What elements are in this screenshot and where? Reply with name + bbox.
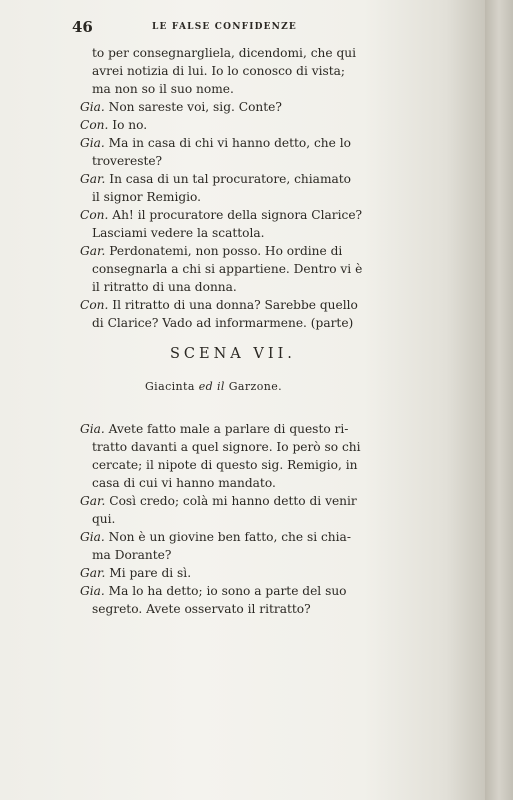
dialogue-line (80, 584, 347, 598)
speaker-label: Con. (80, 118, 109, 132)
dialogue-line (80, 530, 351, 544)
character-name: Giacinta (145, 380, 195, 393)
speech-continuation: trovereste? (92, 154, 163, 168)
scene-title: SCENA VII. (170, 346, 296, 362)
speech-text: Non sareste voi, sig. Conte? (108, 100, 282, 114)
speech-text: Io no. (112, 118, 148, 132)
speech-text: Ah! il procuratore della signora Clarice? (112, 208, 363, 222)
speaker-label: Gar. (80, 566, 106, 580)
text-line: avrei notizia di lui. Io lo conosco di vista; (92, 64, 346, 78)
character-name: Garzone. (228, 380, 283, 393)
speech-continuation: tratto davanti a quel signore. Io però so chi (92, 440, 361, 454)
speech-text: Così credo; colà mi hanno detto di venir (109, 494, 357, 508)
running-title: LE FALSE CONFIDENZE (152, 22, 297, 32)
text-line: to per consegnargliela, dicendomi, che qui (92, 46, 357, 60)
speech-continuation: ma Dorante? (92, 548, 172, 562)
speech-text: Ma lo ha detto; io sono a parte del suo (108, 584, 347, 598)
scene-characters (145, 380, 282, 393)
speech-text: In casa di un tal procuratore, chiamato (109, 172, 352, 186)
dialogue-line (80, 422, 348, 436)
speech-continuation: consegnarla a chi si appartiene. Dentro vi è (92, 262, 363, 276)
speech-continuation: il ritratto di una donna. (92, 280, 237, 294)
text-line: ma non so il suo nome. (92, 82, 234, 96)
dialogue-line (80, 136, 351, 150)
speech-continuation: il signor Remigio. (92, 190, 202, 204)
speech-text: Non è un giovine ben fatto, che si chia- (108, 530, 351, 544)
dialogue-line (80, 208, 362, 222)
dialogue-line (80, 244, 342, 258)
dialogue-line (80, 118, 147, 132)
speaker-label: Gia. (80, 530, 105, 544)
page-header (72, 18, 402, 38)
speaker-label: Gar. (80, 494, 106, 508)
page-number: 46 (72, 18, 93, 36)
speaker-label: Con. (80, 298, 109, 312)
page-edge-shadow (485, 0, 513, 800)
speaker-label: Gia. (80, 136, 105, 150)
speaker-label: Con. (80, 208, 109, 222)
dialogue-line (80, 172, 351, 186)
speech-continuation: Lasciami vedere la scattola. (92, 226, 265, 240)
speech-text: Perdonatemi, non posso. Ho ordine di (109, 244, 343, 258)
dialogue-line (80, 100, 282, 114)
speaker-label: Gia. (80, 584, 105, 598)
conjunction: ed il (198, 380, 225, 393)
speaker-label: Gar. (80, 172, 106, 186)
speaker-label: Gia. (80, 422, 105, 436)
speech-continuation: di Clarice? Vado ad informarmene. (parte) (92, 316, 354, 330)
speaker-label: Gia. (80, 100, 105, 114)
speech-continuation: segreto. Avete osservato il ritratto? (92, 602, 311, 616)
dialogue-line (80, 298, 358, 312)
speaker-label: Gar. (80, 244, 106, 258)
speech-text: Il ritratto di una donna? Sarebbe quello (112, 298, 358, 312)
dialogue-line (80, 566, 191, 580)
speech-continuation: qui. (92, 512, 116, 526)
speech-continuation: casa di cui vi hanno mandato. (92, 476, 276, 490)
speech-text: Ma in casa di chi vi hanno detto, che lo (108, 136, 351, 150)
speech-continuation: cercate; il nipote di questo sig. Remigio, in (92, 458, 358, 472)
dialogue-line (80, 494, 357, 508)
speech-text: Mi pare di sì. (109, 566, 192, 580)
speech-text: Avete fatto male a parlare di questo ri- (108, 422, 349, 436)
